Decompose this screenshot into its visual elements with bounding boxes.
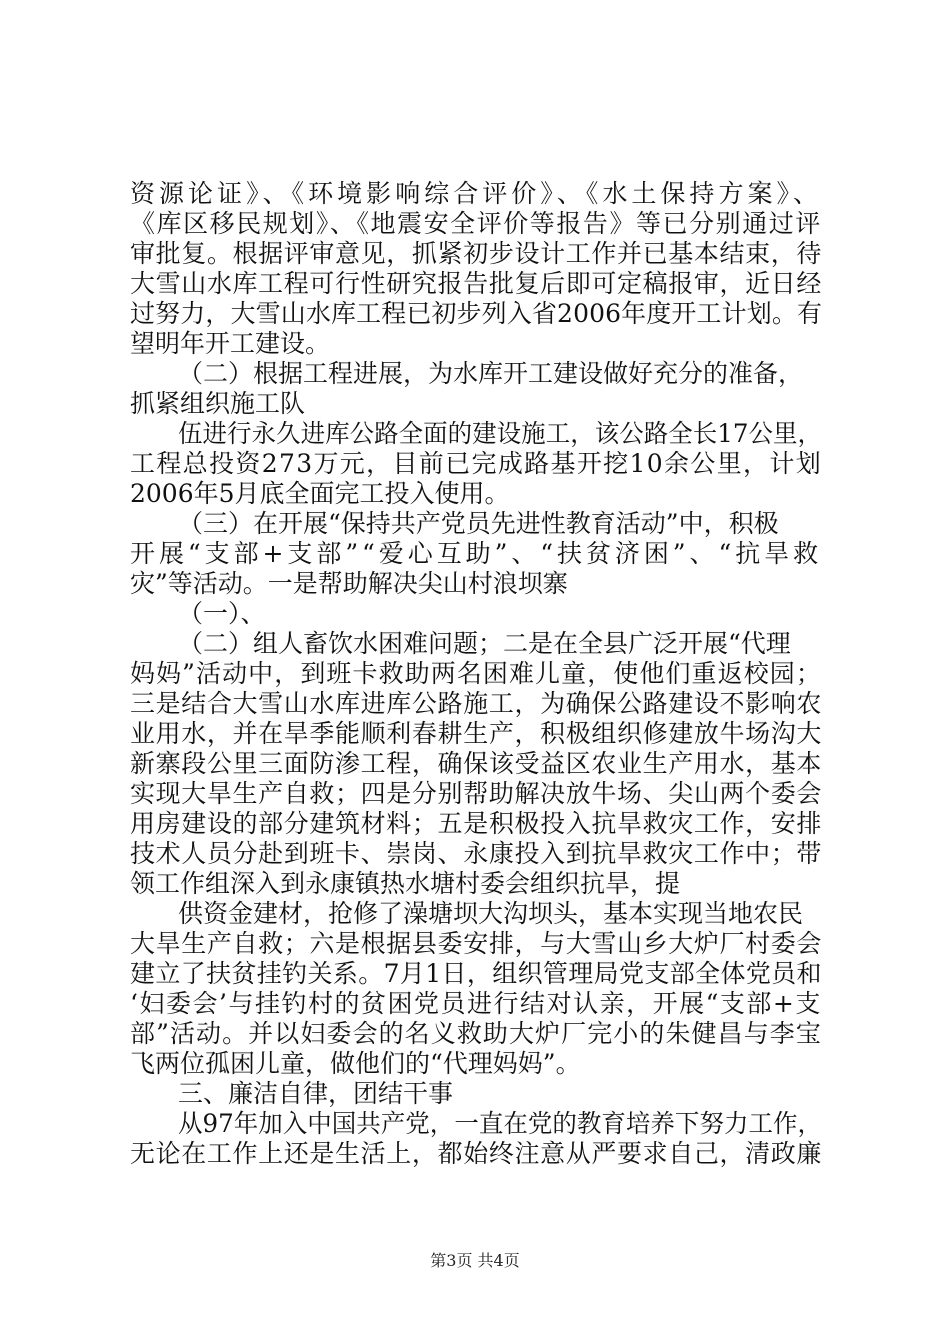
line-text: 从97年加入中国共产党，一直在党的教育培养下努力工作，: [178, 1109, 823, 1138]
page-footer: 第3页 共4页: [430, 1251, 520, 1270]
line-text: （二）组人畜饮水困难问题；二是在全县广泛开展“代理: [178, 629, 791, 658]
line-text: 领工作组深入到永康镇热水塘村委会组织抗旱，提: [130, 869, 681, 898]
line-text: （二）根据工程进展，为水库开工建设做好充分的准备，: [178, 359, 804, 388]
line-text: 开展“支部+支部”“爱心互助”、“扶贫济困”、“抗旱救: [130, 539, 823, 568]
line-text: 《库区移民规划》、《地震安全评价等报告》等已分别通过评: [130, 209, 822, 238]
line-text: 飞两位孤困儿童，做他们的“代理妈妈”。: [130, 1049, 581, 1078]
line-text: 供资金建材，抢修了澡塘坝大沟坝头，基本实现当地农民: [178, 899, 804, 928]
line-text: 工程总投资273万元，目前已完成路基开挖10余公里，计划: [130, 449, 823, 478]
line-text: 2006年5月底全面完工投入使用。: [130, 479, 510, 508]
line-text: 妈妈”活动中，到班卡救助两名困难儿童，使他们重返校园；: [130, 659, 822, 688]
line-text: 资源论证》、《环境影响综合评价》、《水土保持方案》、: [130, 179, 823, 208]
line-text: 望明年开工建设。: [130, 329, 331, 358]
line-text: 大旱生产自救；六是根据县委安排，与大雪山乡大炉厂村委会: [130, 929, 823, 958]
line-text: 部”活动。并以妇委会的名义救助大炉厂完小的朱健昌与李宝: [130, 1019, 822, 1048]
line-text: 建立了扶贫挂钓关系。7月1日，组织管理局党支部全体党员和: [130, 959, 822, 988]
line-text: 新寨段公里三面防渗工程，确保该受益区农业生产用水，基本: [130, 749, 823, 778]
text-line: [0, 1136, 950, 1172]
line-text: 抓紧组织施工队: [130, 389, 306, 418]
line-text: 灾”等活动。一是帮助解决尖山村浪坝寨: [130, 569, 568, 598]
line-text: （三）在开展“保持共产党员先进性教育活动”中，积极: [178, 509, 779, 538]
line-text: （一）、: [178, 599, 266, 628]
line-text: 实现大旱生产自救；四是分别帮助解决放牛场、尖山两个委会: [130, 779, 823, 808]
line-text: 三、廉洁自律，团结干事: [178, 1079, 454, 1108]
line-text: 无论在工作上还是生活上，都始终注意从严要求自己，清政廉: [130, 1139, 823, 1168]
line-text: 用房建设的部分建筑材料；五是积极投入抗旱救灾工作，安排: [130, 809, 823, 838]
line-text: 技术人员分赴到班卡、崇岗、永康投入到抗旱救灾工作中；带: [130, 839, 823, 868]
line-text: ‘妇委会’与挂钓村的贫困党员进行结对认亲，开展“支部+支: [130, 989, 822, 1018]
line-text: 过努力，大雪山水库工程已初步列入省2006年度开工计划。有: [130, 299, 823, 328]
line-text: 三是结合大雪山水库进库公路施工，为确保公路建设不影响农: [130, 689, 823, 718]
line-text: 审批复。根据评审意见，抓紧初步设计工作并已基本结束，待: [130, 239, 823, 268]
line-text: 伍进行永久进库公路全面的建设施工，该公路全长17公里，: [178, 419, 823, 448]
line-text: 大雪山水库工程可行性研究报告批复后即可定稿报审，近日经: [130, 269, 823, 298]
line-text: 业用水，并在旱季能顺利春耕生产，积极组织修建放牛场沟大: [130, 719, 823, 748]
